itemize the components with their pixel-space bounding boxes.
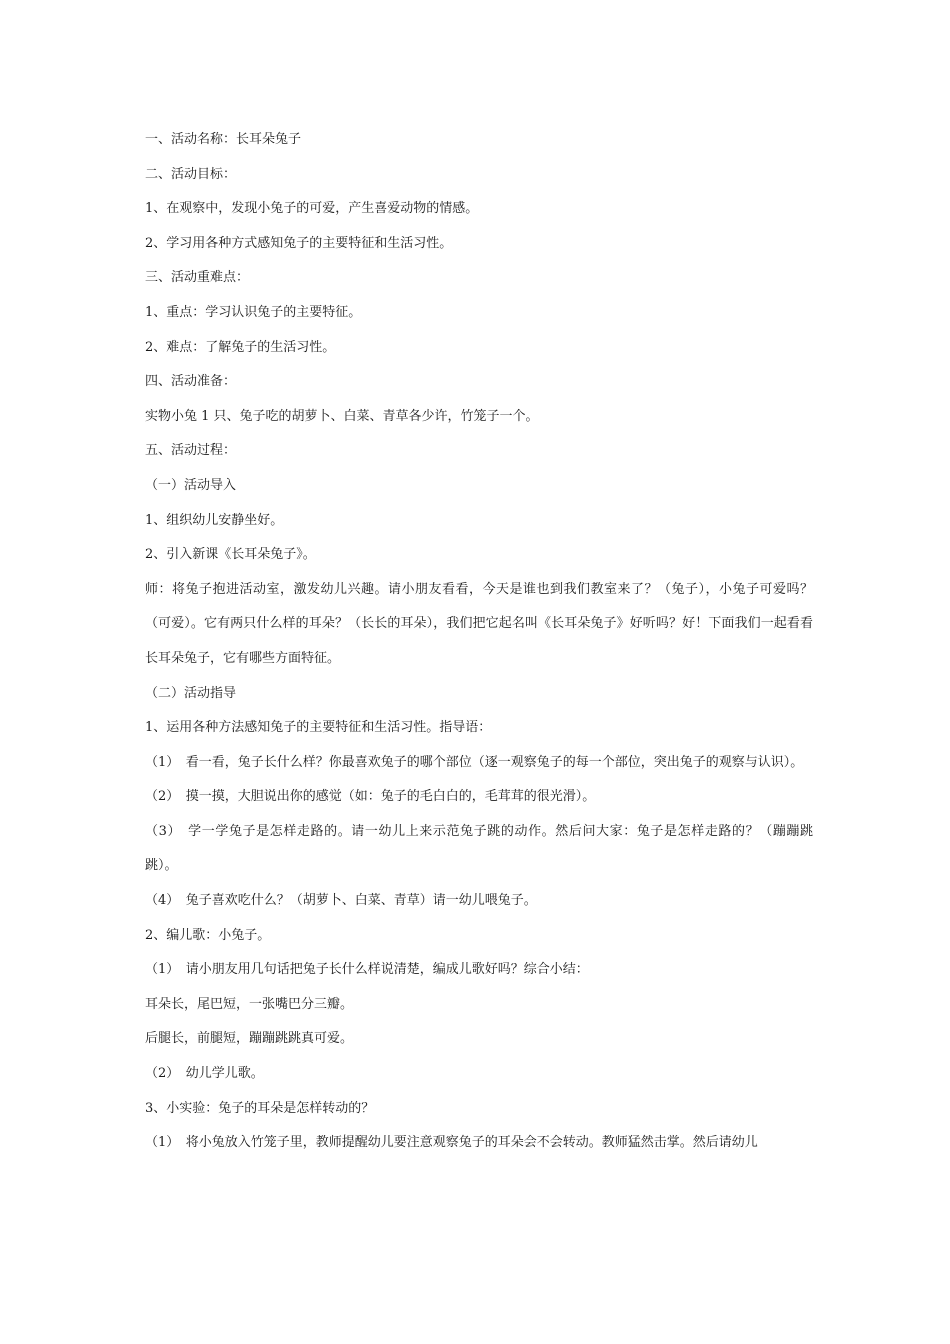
paragraph: 师：将兔子抱进活动室，激发幼儿兴趣。请小朋友看看，今天是谁也到我们教室来了？（兔子），小兔子可爱吗？（可爱）。它有两只什么样的耳朵？（长长的耳朵），我们把它起名叫《长耳朵兔子》好听吗？好！下面我们一起看看长耳朵兔子，它有哪些方面特征。 [145,581,813,666]
paragraph: 2、学习用各种方式感知兔子的主要特征和生活习性。 [145,235,453,251]
song-line: 耳朵长，尾巴短，一张嘴巴分三瓣。 [145,996,354,1012]
subsection-heading: （一）活动导入 [145,477,237,493]
section-heading: 三、活动重难点： [145,270,250,286]
paragraph: （1） 请小朋友用几句话把兔子长什么样说清楚，编成儿歌好吗？综合小结： [145,962,589,978]
section-heading: 一、活动名称：长耳朵兔子 [145,132,302,147]
paragraph: 2、难点：了解兔子的生活习性。 [145,339,336,355]
song-line: 后腿长，前腿短，蹦蹦跳跳真可爱。 [145,1031,354,1047]
paragraph: 1、运用各种方法感知兔子的主要特征和生活习性。指导语： [145,720,492,736]
paragraph: 实物小兔 1 只、兔子吃的胡萝卜、白菜、青草各少许，竹笼子一个。 [145,408,539,424]
paragraph: 1、重点：学习认识兔子的主要特征。 [145,304,362,320]
paragraph: （3） 学一学兔子是怎样走路的。请一幼儿上来示范兔子跳的动作。然后问大家：兔子是怎样走路的？（蹦蹦跳跳）。 [145,823,813,874]
paragraph: （1） 看一看，兔子长什么样？你最喜欢兔子的哪个部位（逐一观察兔子的每一个部位，突出兔子的观察与认识）。 [145,754,804,770]
section-heading: 五、活动过程： [145,443,237,459]
paragraph: （4） 兔子喜欢吃什么？（胡萝卜、白菜、青草）请一幼儿喂兔子。 [145,893,537,909]
paragraph: 1、在观察中，发现小兔子的可爱，产生喜爱动物的情感。 [145,201,479,217]
paragraph: 2、编儿歌：小兔子。 [145,927,271,943]
section-heading: 二、活动目标： [145,166,237,182]
paragraph: （1） 将小兔放入竹笼子里，教师提醒幼儿要注意观察兔子的耳朵会不会转动。教师猛然击掌。然后请幼儿 [145,1135,758,1151]
subsection-heading: （二）活动指导 [145,685,237,701]
section-heading: 四、活动准备： [145,374,237,390]
paragraph: （2） 摸一摸，大胆说出你的感觉（如：兔子的毛白白的，毛茸茸的很光滑）。 [145,789,596,805]
document-body [145,123,813,1161]
paragraph: 1、组织幼儿安静坐好。 [145,512,284,528]
paragraph: 2、引入新课《长耳朵兔子》。 [145,547,316,563]
paragraph: 3、小实验：兔子的耳朵是怎样转动的？ [145,1100,375,1116]
paragraph: （2） 幼儿学儿歌。 [145,1066,264,1082]
